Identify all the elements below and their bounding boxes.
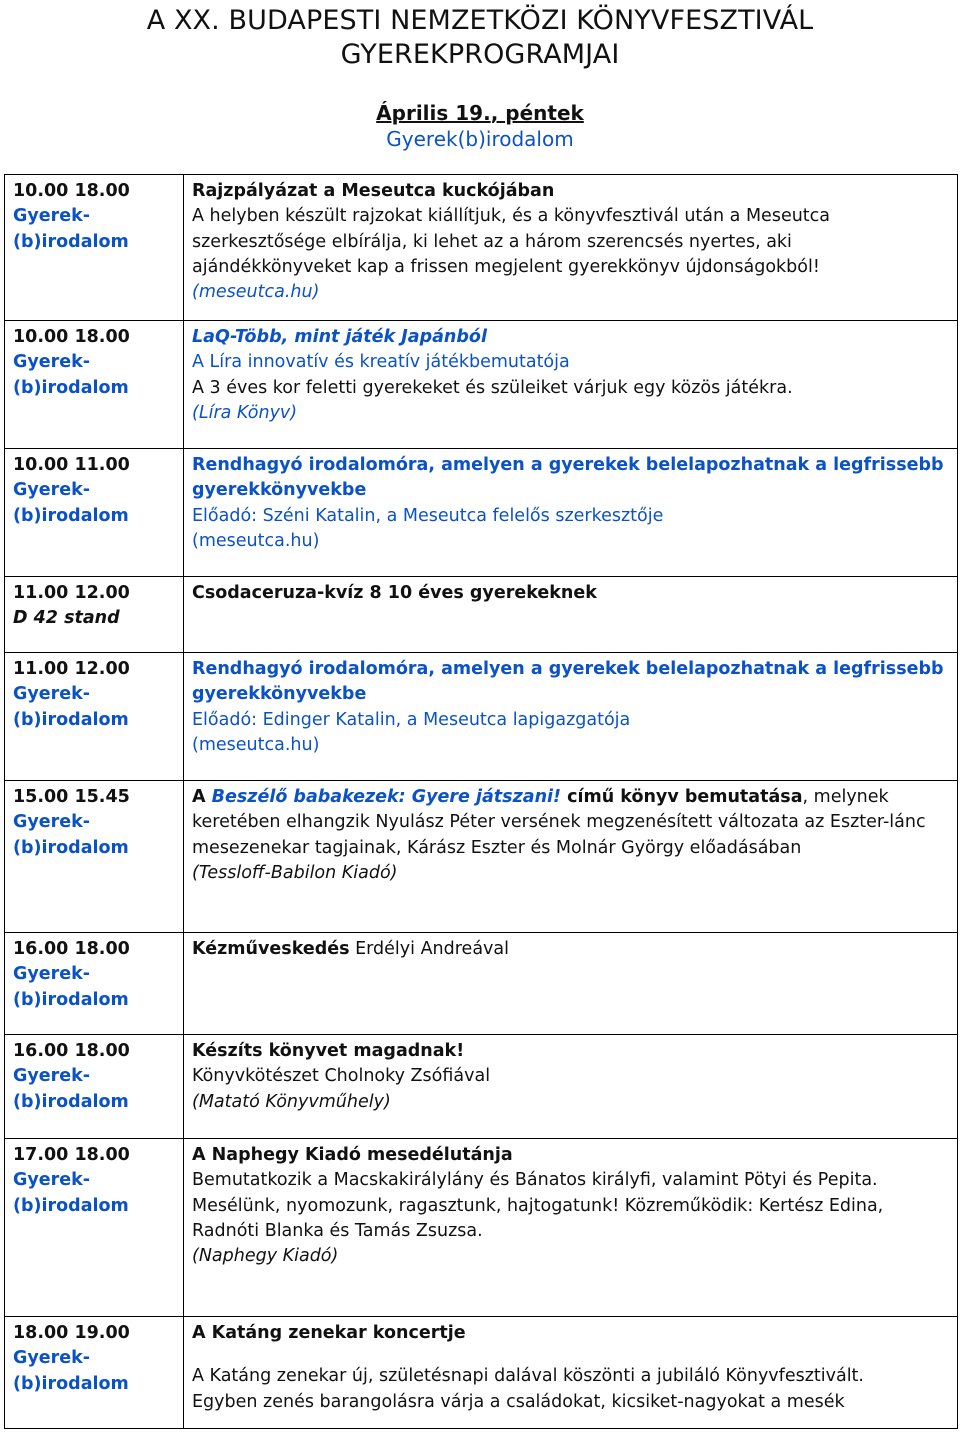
event-time: 10.00 18.00: [13, 181, 130, 201]
event-organizer: (Tessloff-Babilon Kiadó): [192, 862, 398, 883]
event-organizer: (meseutca.hu): [192, 530, 320, 551]
event-title: LaQ-Több, mint játék Japánból: [192, 327, 487, 347]
row-time-cell: [5, 1035, 184, 1139]
event-category: Gyerek-: [13, 812, 91, 833]
event-time: 16.00 18.00: [13, 1041, 130, 1061]
row-time-cell: [5, 577, 184, 653]
event-description: Előadó: Széni Katalin, a Meseutca felelős szerkesztője: [192, 505, 664, 526]
program-table: [4, 174, 958, 1429]
event-category: Gyerek-: [13, 1066, 91, 1087]
event-category-2: (b)irodalom: [13, 1373, 129, 1394]
event-category-2: (b)irodalom: [13, 1091, 129, 1112]
row-content-cell: [184, 1035, 958, 1139]
table-row: [5, 1139, 958, 1317]
event-description: Könyvkötészet Cholnoky Zsófiával: [192, 1066, 491, 1087]
row-time-cell: [5, 781, 184, 933]
event-time: 18.00 19.00: [13, 1323, 130, 1343]
row-content-cell: [184, 933, 958, 1035]
event-description: Előadó: Edinger Katalin, a Meseutca lapigazgatója: [192, 709, 631, 730]
day-date: Április 19., péntek: [376, 101, 584, 125]
event-category-2: (b)irodalom: [13, 1195, 129, 1216]
event-time: 10.00 18.00: [13, 327, 130, 347]
row-content-cell: [184, 653, 958, 781]
event-title: Kézműveskedés: [192, 939, 350, 959]
event-category: Gyerek-: [13, 1348, 91, 1369]
row-time-cell: [5, 449, 184, 577]
document-title: [0, 4, 960, 72]
event-organizer: (Matató Könyvműhely): [192, 1091, 391, 1112]
event-category: Gyerek-: [13, 480, 91, 501]
event-description: , melynek keretében elhangzik Nyulász Péter versének megzenésített változata az Eszter-lánc mesezenekar tagjainak, Kárász Eszter és Molnár György előadásában: [192, 787, 926, 858]
event-title: A Beszélő babakezek: Gyere játszani! című könyv bemutatása: [192, 787, 803, 807]
event-description-2: A 3 éves kor feletti gyerekeket és szüleiket várjuk egy közös játékra.: [192, 377, 793, 398]
row-time-cell: [5, 1139, 184, 1317]
row-content-cell: [184, 1139, 958, 1317]
event-category: Gyerek-: [13, 1170, 91, 1191]
table-row: [5, 175, 958, 321]
event-organizer: (Naphegy Kiadó): [192, 1246, 339, 1267]
row-content-cell: [184, 321, 958, 449]
row-time-cell: [5, 175, 184, 321]
row-content-cell: [184, 577, 958, 653]
table-row: [5, 321, 958, 449]
event-category-2: (b)irodalom: [13, 989, 129, 1010]
event-organizer: (meseutca.hu): [192, 282, 320, 303]
event-description: Bemutatkozik a Macskakirálylány és Bánatos királyfi, valamint Pötyi és Pepita.: [192, 1170, 878, 1191]
day-header: [0, 100, 960, 152]
event-category: Gyerek-: [13, 352, 91, 373]
row-time-cell: [5, 321, 184, 449]
event-description: A Líra innovatív és kreatív játékbemutatója: [192, 352, 570, 373]
event-category: Gyerek-: [13, 684, 91, 705]
title-line-2: GYEREKPROGRAMJAI: [340, 39, 620, 70]
title-line-1: A XX. BUDAPESTI NEMZETKÖZI KÖNYVFESZTIVÁL: [146, 5, 814, 36]
event-organizer: (Líra Könyv): [192, 402, 298, 423]
event-description-2: Mesélünk, nyomozunk, ragasztunk, hajtogatunk! Közreműködik: Kertész Edina, Radnóti Blanka és Tamás Zsuzsa.: [192, 1195, 884, 1241]
row-content-cell: [184, 1317, 958, 1429]
table-row: [5, 933, 958, 1035]
event-category-2: (b)irodalom: [13, 231, 129, 252]
event-category-2: (b)irodalom: [13, 377, 129, 398]
event-title: Rendhagyó irodalomóra, amelyen a gyerekek belelapozhatnak a legfrissebb gyerekkönyvekbe: [192, 659, 944, 705]
event-time: 11.00 12.00: [13, 659, 130, 679]
table-row: [5, 1317, 958, 1429]
table-row: [5, 781, 958, 933]
event-category: Gyerek-: [13, 964, 91, 985]
table-row: [5, 577, 958, 653]
row-content-cell: [184, 175, 958, 321]
event-title: Készíts könyvet magadnak!: [192, 1041, 465, 1061]
event-time: 10.00 11.00: [13, 455, 130, 475]
event-description-2: Egyben zenés barangolásra várja a családokat, kicsiket-nagyokat a mesék: [192, 1391, 845, 1412]
event-category: Gyerek-: [13, 206, 91, 227]
row-content-cell: [184, 449, 958, 577]
row-time-cell: [5, 1317, 184, 1429]
event-title: Csodaceruza-kvíz 8 10 éves gyerekeknek: [192, 583, 597, 603]
event-category-2: (b)irodalom: [13, 505, 129, 526]
event-description: Erdélyi Andreával: [349, 939, 509, 959]
event-title: Rajzpályázat a Meseutca kuckójában: [192, 181, 555, 201]
event-time: 16.00 18.00: [13, 939, 130, 959]
section-title: Gyerek(b)irodalom: [386, 127, 574, 151]
event-title: A Katáng zenekar koncertje: [192, 1323, 466, 1343]
event-time: 11.00 12.00: [13, 583, 130, 603]
event-category-2: (b)irodalom: [13, 837, 129, 858]
event-title: Rendhagyó irodalomóra, amelyen a gyerekek belelapozhatnak a legfrissebb gyerekkönyvekbe: [192, 455, 944, 501]
event-location: D 42 stand: [13, 608, 120, 629]
event-category-2: (b)irodalom: [13, 709, 129, 730]
event-time: 17.00 18.00: [13, 1145, 130, 1165]
event-time: 15.00 15.45: [13, 787, 130, 807]
event-title: A Naphegy Kiadó mesedélutánja: [192, 1145, 513, 1165]
row-content-cell: [184, 781, 958, 933]
event-organizer: (meseutca.hu): [192, 734, 320, 755]
table-row: [5, 653, 958, 781]
table-row: [5, 1035, 958, 1139]
row-time-cell: [5, 653, 184, 781]
event-description: A helyben készült rajzokat kiállítjuk, és a könyvfesztivál után a Meseutca szerkesztősége elbírálja, ki lehet az a három szerencsés nyertes, aki ajándékkönyveket kap a frissen megjelent gyerekkönyv újdonságokból!: [192, 206, 831, 277]
table-row: [5, 449, 958, 577]
row-time-cell: [5, 933, 184, 1035]
event-description: A Katáng zenekar új, születésnapi dalával köszönti a jubiláló Könyvfesztivált.: [192, 1366, 864, 1387]
